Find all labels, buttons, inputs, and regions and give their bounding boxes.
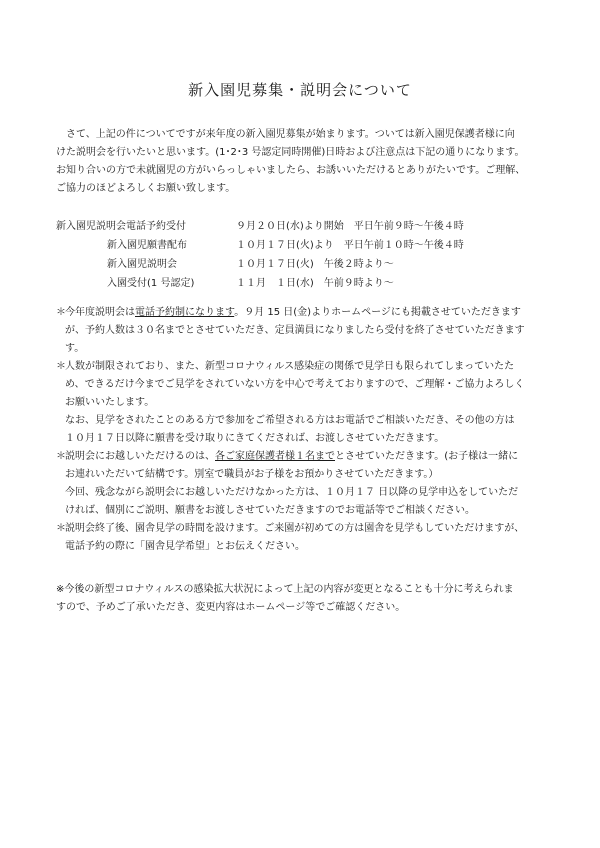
note-asterisk: ＊ — [56, 451, 66, 462]
note-text: 。９月 15 日(金)よりホームページにも掲載させていただきます — [234, 307, 521, 318]
underlined-text: 各ご家庭保護者様１名まで — [215, 451, 335, 462]
final-line: ※今後の新型コロナウィルスの感染拡大状況によって上記の内容が変更となることも十分に考えられま — [56, 584, 514, 595]
schedule-value: １１月 １日(水) 午前９時より～ — [236, 278, 394, 289]
note-line: ければ、個別にご説明、願書をお渡しさせていただきますのでお電話等でご相談ください。 — [65, 505, 475, 516]
note-line: す。 — [65, 343, 85, 354]
intro-line: けた説明会を行いたいと思います。(1･2･3 号認定同時開催)日時および注意点は下記の通りになります。 — [56, 147, 525, 158]
note-asterisk: ＊ — [56, 361, 66, 372]
schedule-value: ９月２０日(水)より開始 平日午前９時～午後４時 — [236, 221, 464, 232]
note-text: とさせていただきます。(お子様は一緒に — [335, 451, 519, 462]
note-reservation — [56, 304, 525, 358]
note-line: 電話予約の際に「園舎見学希望」とお伝えください。 — [65, 541, 305, 552]
schedule-row-briefing — [0, 256, 600, 275]
schedule-label: 新入園児説明会電話予約受付 — [56, 221, 186, 232]
intro-line: さて、上記の件についてですが来年度の新入園児募集が始まります。ついては新入園児保護者様に向 — [56, 129, 515, 140]
intro-line: ご協力のほどよろしくお願い致します。 — [56, 183, 236, 194]
note-line: が、予約人数は３０名までとさせていただき、定員満員になりましたら受付を終了させていただきます — [65, 325, 525, 336]
note-line: 人数が制限されており、また、新型コロナウィルス感染症の関係で見学日も限られてしまっていたた — [65, 361, 515, 372]
schedule-label: 入園受付(1 号認定) — [107, 278, 195, 289]
intro-line: お知り合いの方で未就園児の方がいらっしゃいましたら、お誘いいただけるとありがたいです。ご理解、 — [56, 165, 526, 176]
final-line: すので、予めご了承いただき、変更内容はホームページ等でご確認ください。 — [56, 602, 406, 613]
schedule-list — [0, 218, 600, 294]
final-notice — [56, 581, 513, 617]
intro-paragraph — [56, 126, 525, 198]
schedule-row-application-form — [0, 237, 600, 256]
schedule-value: １０月１７日(火) 午後２時より～ — [236, 259, 394, 270]
note-text: 説明会にお越しいただけるのは、 — [65, 451, 215, 462]
note-line — [65, 304, 525, 322]
note-asterisk: ＊ — [56, 523, 66, 534]
note-line: １０月１７日以降に願書を受け取りにきてくだされば、お渡しさせていただきます。 — [65, 433, 445, 444]
schedule-value: １０月１７日(火)より 平日午前１０時～午後４時 — [236, 240, 464, 251]
note-line: 今回、残念ながら説明会にお越しいただけなかった方は、１０月１７ 日以降の見学申込をしていただ — [65, 487, 519, 498]
note-line: 説明会終了後、園舎見学の時間を設けます。ご来園が初めての方は園舎を見学もしていただけますが、 — [65, 523, 525, 534]
schedule-row-phone-reservation — [0, 218, 600, 237]
schedule-row-enrollment — [0, 275, 600, 294]
page-title: 新入園児募集・説明会について — [188, 81, 412, 99]
note-line: なお、見学をされたことのある方で参加をご希望される方はお電話でご相談いただき、その他の方は — [65, 415, 515, 426]
note-line — [65, 448, 525, 466]
note-text: 今年度説明会は — [65, 307, 135, 318]
underlined-text: 電話予約制になります — [135, 307, 235, 318]
note-attendance — [56, 448, 525, 520]
note-line: お連れいただいて結構です。別室で職員がお子様をお預かりさせていただきます。） — [65, 469, 439, 480]
schedule-label: 新入園児説明会 — [107, 259, 177, 270]
note-asterisk: ＊ — [56, 307, 66, 318]
note-tour — [56, 520, 525, 556]
schedule-label: 新入園児願書配布 — [107, 240, 187, 251]
note-line: お願いいたします。 — [65, 397, 155, 408]
note-line: め、できるだけ今までご見学をされていない方を中心で考えておりますので、ご理解・ご協力よろしく — [65, 379, 525, 390]
notes-section — [56, 304, 525, 556]
note-capacity — [56, 358, 525, 448]
